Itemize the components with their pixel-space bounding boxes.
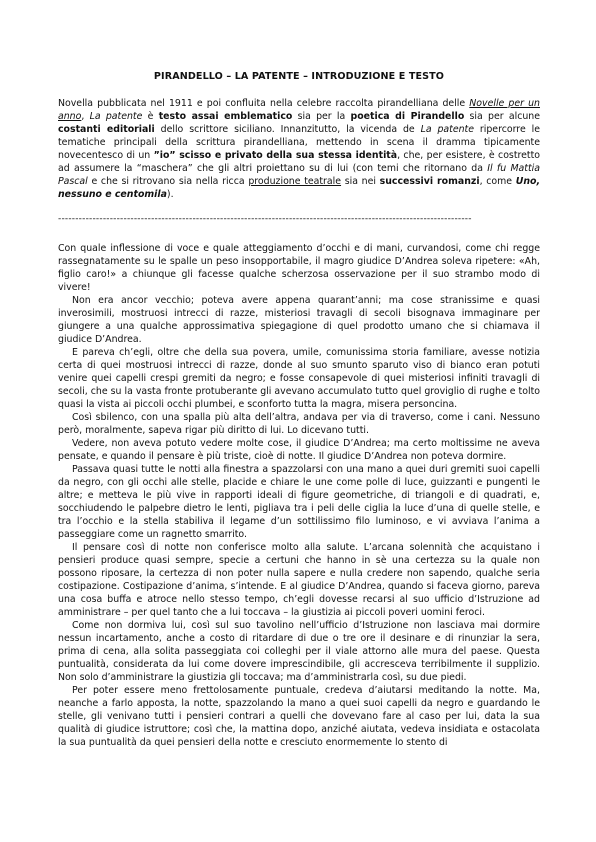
story-paragraph: Il pensare così di notte non conferisce molto alla salute. L’arcana solennità che acquistano i pensieri produce quasi sempre, specie a certuni che hanno in sè una certezza su la quale non possono riposare, la certezza di non poter nulla sapere e nulla credere non sapendo, qualche seria costipazione. Costipazione d’anima, s’intende. E al giudice D’Andrea, quando si faceva giorno, pareva una cosa buffa e atroce nello stesso tempo, ch’egli dovesse recarsi al suo ufficio d’Istruzione ad amministrare – per quel tanto che a lui toccava – la giustizia ai piccoli poveri uomini feroci.	[58, 542, 540, 618]
intro-bold-romanzi: successivi romanzi	[379, 176, 480, 187]
document-title: PIRANDELLO – LA PATENTE – INTRODUZIONE E TESTO	[153, 71, 445, 82]
intro-title-la-patente: La patente	[89, 111, 143, 122]
story-paragraph: Vedere, non aveva potuto vedere molte cose, il giudice D’Andrea; ma certo moltissime ne aveva pensate, e quando il pensare è più triste, cioè di notte. Il giudice D’Andrea non poteva dormire.	[58, 438, 540, 462]
intro-bold-costanti: costanti editoriali	[58, 124, 155, 135]
intro-bold-emblematico: testo assai emblematico	[158, 111, 293, 122]
intro-bold-poetica: poetica di Pirandello	[350, 111, 465, 122]
story-paragraph: Per poter essere meno frettolosamente puntuale, credeva d’aiutarsi meditando la notte. Ma, neanche a farlo apposta, la notte, spazzolando la mano a quei suoi capelli da negro e guardando le stelle, gli venivano tutti i pensieri contrari a quelli che dovevano fare al caso per lui, data la sua qualità di giudice istruttore; così che, la mattina dopo, anziché aiutata, vedeva insidiata e ostacolata la sua puntualità da quei pensieri della notte e cresciuto enormemente lo stento di	[58, 685, 540, 748]
intro-text: sia per la	[292, 111, 351, 122]
document-page	[58, 70, 540, 749]
story-paragraph: E pareva ch’egli, oltre che della sua povera, umile, comunissima storia familiare, avesse notizia certa di quei mostruosi intrecci di razze, donde al suo smunto sparuto viso di bianco eran potuti venire quei capelli crespi gremiti da negro; e fosse consapevole di quei misteriosi infiniti travagli di secoli, che su la vasta fronte protuberante gli avevano accumulato tutto quel groviglio di rughe e tolto quasi la vista ai piccoli occhi plumbei, e sconforto tutta la magra, misera personcina.	[58, 347, 540, 410]
intro-paragraph	[58, 97, 540, 201]
story-paragraph: Con quale inflessione di voce e quale atteggiamento d’occhi e di mani, curvandosi, come chi regge rassegnatamente su le spalle un peso insopportabile, il magro giudice D’Andrea soleva ripetere: «Ah, figlio caro!» a chiunque gli facesse qualche scherzosa osservazione per il suo strambo modo di vivere!	[58, 243, 540, 293]
link-produzione-teatrale[interactable]: produzione teatrale	[248, 176, 342, 187]
intro-bold-io: ”io” scisso e privato della sua stessa identità	[153, 150, 398, 161]
intro-title-mattia-pascal: Il fu Mattia Pascal	[58, 163, 540, 187]
intro-text: , come	[479, 176, 516, 187]
story-paragraph: Così sbilenco, con una spalla più alta dell’altra, andava per via di traverso, come i cani. Nessuno però, moralmente, sapeva rigar più diritto di lui. Lo dicevano tutti.	[58, 412, 540, 436]
intro-text: ).	[166, 189, 174, 200]
story-paragraph: Come non dormiva lui, così sul suo tavolino nell’ufficio d’Istruzione non lasciava mai dormire nessun incartamento, anche a costo di ritardare di due o tre ore il desinare e di rinunziar la sera, prima di cena, alla solita passeggiata coi colleghi per il viale attorno alle mura del paese. Questa puntualità, considerata da lui come dovere imprescindibile, gli accresceva terribilmente il supplizio. Non solo d’amministrare la giustizia gli toccava; ma d’amministrarla così, su due piedi.	[58, 620, 540, 683]
story-text	[58, 242, 540, 749]
intro-title-la-patente: La patente	[420, 124, 474, 135]
intro-text: sia nei	[341, 176, 380, 187]
section-divider: ------------------------------------------------------------------------------------------------------------------------	[58, 214, 472, 224]
intro-text: sia per alcune	[464, 111, 541, 122]
intro-text: , che, per esistere, è costretto ad assumere la “maschera” che gli altri proiettano su di lui (con temi che ritornano da	[58, 150, 540, 174]
story-paragraph: Passava quasi tutte le notti alla finestra a spazzolarsi con una mano a quei duri gremiti suoi capelli da negro, con gli occhi alle stelle, placide e chiare le une come polle di luce, guizzanti e pungenti le altre; e metteva le più vive in rapporti ideali di figure geometriche, di triangoli e di quadrati, e, socchiudendo le palpebre dietro le lenti, pigliava tra i peli delle ciglia la luce d’una di quelle stelle, e tra l’occhio e la stella stabiliva il legame d’un sottilissimo filo luminoso, e vi avviava l’anima a passeggiare come un ragnetto smarrito.	[58, 464, 540, 540]
story-paragraph: Non era ancor vecchio; poteva avere appena quarant’anni; ma cose stranissime e quasi inverosimili, mostruosi intrecci di razze, misteriosi travagli di secoli bisognava immaginare per giungere a una qualche approssimativa spiegagione di quel prodotto umano che si chiamava il giudice D’Andrea.	[58, 295, 540, 345]
intro-text: ripercorre le tematiche principali della scrittura pirandelliana, mettendo in scena il dramma tipicamente novecentesco di un	[58, 124, 540, 161]
link-novelle-per-un-anno[interactable]: Novelle per un anno	[58, 98, 540, 122]
intro-text: e che si ritrovano sia nella ricca	[87, 176, 249, 187]
intro-text: ,	[81, 111, 90, 122]
intro-text: dello scrittore siciliano. Innanzitutto, la vicenda de	[154, 124, 421, 135]
intro-text: Novella pubblicata nel 1911 e poi confluita nella celebre raccolta pirandelliana delle	[58, 98, 470, 109]
intro-text: è	[142, 111, 159, 122]
intro-title-uno-nessuno: Uno, nessuno e centomila	[58, 176, 541, 200]
